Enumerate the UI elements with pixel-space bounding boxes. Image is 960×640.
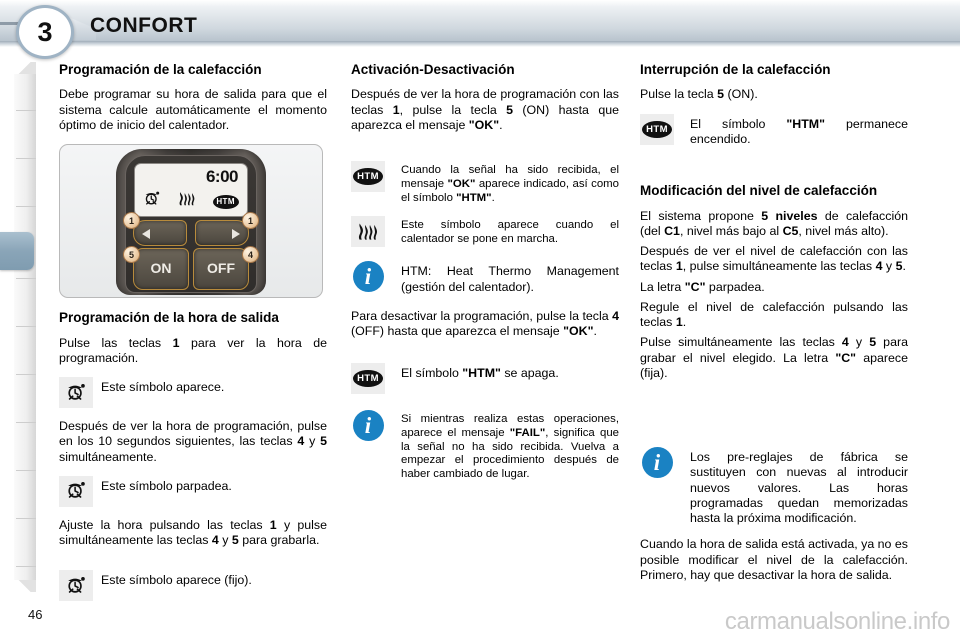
tab-divider	[16, 422, 36, 423]
icon-note-text-3: Este símbolo aparece (fijo).	[101, 573, 252, 588]
tab-divider	[16, 206, 36, 207]
column-middle	[351, 62, 619, 493]
icon-note-htm-stays-on	[640, 114, 908, 148]
info-icon: i	[353, 261, 384, 292]
lcd-time-value: 6:00	[205, 167, 238, 187]
paragraph-letra-c-parpadea: La letra "C" parpadea.	[640, 279, 765, 294]
key-on[interactable]	[133, 248, 189, 290]
paragraph-pulse-teclas-1: Pulse las teclas 1 para ver la hora de programación.	[59, 335, 328, 365]
icon-note-htm-definition	[351, 261, 619, 295]
tab-divider	[16, 110, 36, 111]
column-left	[59, 62, 327, 612]
icon-note-text-2: Este símbolo parpadea.	[101, 478, 232, 493]
remote-inner-shell	[125, 155, 257, 293]
icon-note-htm-off	[351, 363, 619, 394]
icon-note-htm-definition-text: HTM: Heat Thermo Management (gestión del calentador).	[401, 264, 619, 294]
paragraph-pulse-tecla-5: Pulse la tecla 5 (ON).	[640, 87, 758, 102]
paragraph-activacion: Después de ver la hora de programación con las teclas 1, pulse la tecla 5 (ON) hasta que aparezca el mensaje "OK".	[351, 87, 620, 132]
icon-note-htm-off-text: El símbolo "HTM" se apaga.	[401, 366, 559, 381]
tab-divider	[16, 326, 36, 327]
site-watermark: carmanualsonline.info	[724, 608, 950, 635]
chapter-number-badge: 3	[16, 5, 74, 59]
page-number: 46	[28, 607, 43, 622]
icon-note-symbol-appears	[59, 377, 327, 408]
section-heading-hora-salida: Programación de la hora de salida	[59, 310, 279, 326]
paragraph-5-niveles: El sistema propone 5 niveles de calefacción (del C1, nivel más bajo al C5, nivel más alto).	[640, 208, 908, 238]
info-icon-box	[351, 261, 385, 292]
icon-note-fail-text: Si mientras realiza estas operaciones, aparece el mensaje "FAIL", significa que la señal no ha sido recibida. Vuelva a empezar el procedimiento después de haber cambiado de lugar.	[401, 413, 619, 481]
key-off-label: OFF	[207, 260, 235, 277]
departure-clock-icon	[65, 575, 87, 597]
remote-body	[116, 149, 266, 295]
icon-note-text-1: Este símbolo aparece.	[101, 380, 225, 395]
paragraph-regule-nivel: Regule el nivel de calefacción pulsando las teclas 1.	[640, 299, 908, 330]
remote-control-figure	[59, 144, 323, 298]
key-off[interactable]	[193, 248, 249, 290]
paragraph-intro: Debe programar su hora de salida para que el sistema calcule automáticamente el momento óptimo de inicio del calentador.	[59, 87, 327, 132]
paragraph-ajuste-hora: Ajuste la hora pulsando las teclas 1 y pulse simultáneamente las teclas 4 y 5 para grabarla.	[59, 517, 327, 548]
right-arrow-icon	[232, 229, 240, 239]
htm-icon-box	[351, 363, 385, 394]
active-chapter-tab[interactable]	[0, 232, 34, 270]
paragraph-hora-salida-activada: Cuando la hora de salida está activada, ya no es posible modificar el nivel de la calefacción. Primero, hay que desactivar la hora de salida.	[640, 537, 908, 582]
icon-note-htm-received-text: Cuando la señal ha sido recibida, el mensaje "OK" aparece indicado, así como el símbolo "HTM".	[401, 164, 619, 204]
callout-1-left: 1	[123, 212, 140, 229]
tab-divider	[16, 566, 36, 567]
tab-divider	[16, 278, 36, 279]
left-arrow-icon	[142, 229, 150, 239]
page-title: CONFORT	[90, 14, 198, 37]
heater-waves-icon-box	[351, 216, 385, 247]
htm-icon-box	[351, 161, 385, 192]
info-icon-box	[640, 447, 674, 478]
icon-note-heater-text: Este símbolo aparece cuando el calentador se pone en marcha.	[401, 219, 619, 245]
heater-waves-icon	[178, 191, 196, 212]
htm-icon: HTM	[353, 168, 383, 185]
departure-clock-icon-box	[59, 377, 93, 408]
htm-icon: HTM	[353, 370, 383, 387]
icon-note-symbol-blinks	[59, 476, 327, 507]
lcd-display	[134, 163, 248, 217]
departure-clock-icon	[65, 480, 87, 502]
info-icon-box	[351, 410, 385, 441]
section-heading-interrupcion: Interrupción de la calefacción	[640, 62, 831, 77]
remote-keypad	[128, 215, 253, 290]
callout-5: 5	[123, 246, 140, 263]
paragraph-grabar-nivel: Pulse simultáneamente las teclas 4 y 5 para grabar el nivel elegido. La letra "C" aparece (fija).	[640, 335, 908, 380]
info-icon: i	[353, 410, 384, 441]
tab-divider	[16, 470, 36, 471]
tab-divider	[16, 374, 36, 375]
icon-note-htm-received	[351, 161, 619, 205]
lcd-icon-row	[135, 190, 247, 213]
info-icon: i	[642, 447, 673, 478]
key-right-arrow[interactable]	[195, 220, 249, 246]
paragraph-desactivar: Para desactivar la programación, pulse la tecla 4 (OFF) hasta que aparezca el mensaje "OK".	[351, 308, 619, 339]
tab-divider	[16, 158, 36, 159]
icon-note-prereglajes-text: Los pre-reglajes de fábrica se sustituyen con nuevas al introducir nuevos valores. Las horas programadas quedan memorizadas hasta la próxima modificación.	[690, 450, 908, 526]
section-heading-programacion: Programación de la calefacción	[59, 62, 262, 77]
departure-clock-icon	[65, 382, 87, 404]
callout-4: 4	[242, 246, 259, 263]
icon-note-prereglajes	[640, 447, 908, 526]
heater-waves-icon	[357, 222, 379, 242]
callout-1-right: 1	[242, 212, 259, 229]
page-header	[0, 0, 960, 47]
section-heading-activacion: Activación-Desactivación	[351, 62, 515, 77]
icon-note-fail-message	[351, 410, 619, 481]
icon-note-symbol-fixed	[59, 570, 327, 601]
icon-note-heater-running	[351, 216, 619, 247]
section-heading-modificacion: Modificación del nivel de calefacción	[640, 183, 878, 199]
column-right	[640, 62, 908, 594]
htm-icon: HTM	[213, 195, 239, 209]
key-left-arrow[interactable]	[133, 220, 187, 246]
key-on-label: ON	[150, 260, 172, 277]
htm-icon-box	[640, 114, 674, 145]
chapter-tab-rail	[14, 62, 36, 592]
paragraph-10-segundos: Después de ver la hora de programación, pulse en los 10 segundos siguientes, las teclas 4 y 5 simultáneamente.	[59, 419, 327, 464]
departure-clock-icon	[143, 190, 161, 213]
header-underline	[0, 41, 960, 47]
tab-divider	[16, 518, 36, 519]
paragraph-ver-nivel: Después de ver el nivel de calefacción con las teclas 1, pulse simultáneamente las teclas 4 y 5.	[640, 244, 908, 274]
departure-clock-icon-box	[59, 476, 93, 507]
icon-note-htm-stays-on-text: El símbolo "HTM" permanece encendido.	[690, 116, 908, 146]
htm-icon: HTM	[642, 121, 672, 138]
departure-clock-icon-box	[59, 570, 93, 601]
